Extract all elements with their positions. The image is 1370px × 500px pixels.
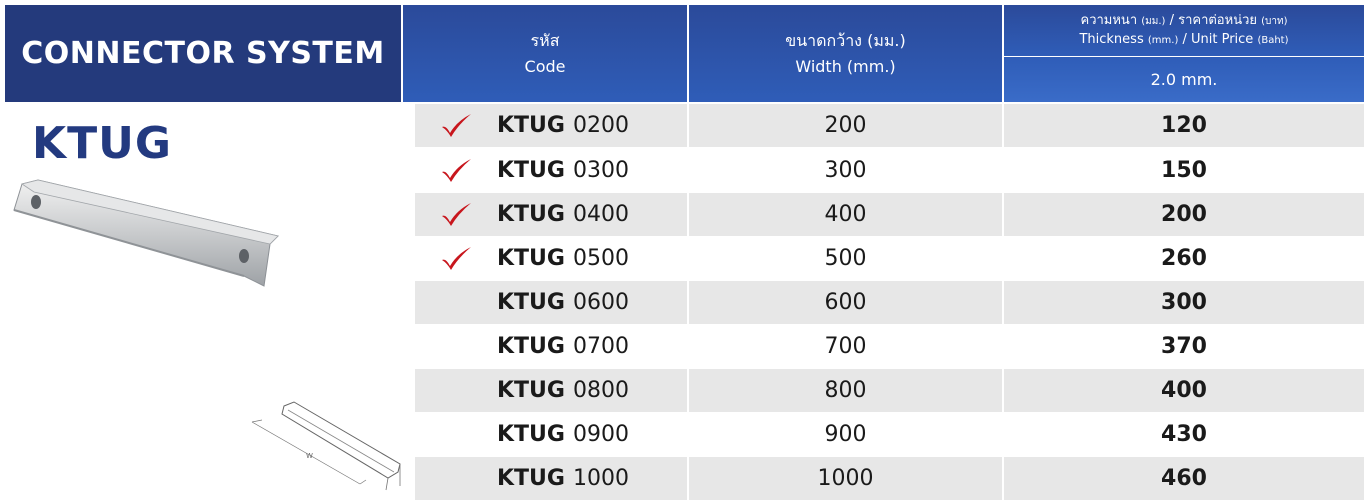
width-value: 200 [824, 113, 867, 138]
table-row [415, 281, 1364, 324]
product-code-prefix: KTUG [497, 422, 565, 447]
product-code-prefix: KTUG [497, 202, 565, 227]
product-code [497, 158, 629, 183]
width-value: 700 [824, 334, 867, 359]
product-code-prefix: KTUG [497, 290, 565, 315]
drawing-width-label: W [306, 452, 313, 460]
width-value: 500 [824, 246, 867, 271]
product-code-number: 0700 [572, 334, 629, 359]
price-value: 430 [1161, 422, 1207, 447]
product-code-prefix: KTUG [497, 378, 565, 403]
product-code [497, 334, 629, 359]
price-value: 300 [1161, 290, 1207, 315]
check-icon [439, 201, 473, 227]
thickness-subheader: 2.0 mm. [1004, 57, 1364, 102]
table-row [415, 369, 1364, 412]
product-code-number: 0800 [572, 378, 629, 403]
table-row [415, 237, 1364, 280]
width-value: 800 [824, 378, 867, 403]
column-header-width [689, 5, 1002, 102]
code-header-th: รหัส [530, 30, 560, 50]
width-value: 600 [824, 290, 867, 315]
product-code [497, 113, 629, 138]
product-code-number: 0300 [572, 158, 629, 183]
product-code-prefix: KTUG [497, 246, 565, 271]
product-code [497, 466, 629, 491]
check-icon [439, 245, 473, 271]
product-photo [8, 178, 283, 290]
product-drawing [248, 398, 408, 494]
product-code-number: 0200 [572, 113, 629, 138]
price-value: 400 [1161, 378, 1207, 403]
width-header-th: ขนาดกว้าง (มม.) [785, 30, 906, 50]
price-value: 460 [1161, 466, 1207, 491]
width-value: 900 [824, 422, 867, 447]
price-value: 120 [1161, 113, 1207, 138]
price-value: 200 [1161, 202, 1207, 227]
product-code-number: 0600 [572, 290, 629, 315]
check-icon [439, 157, 473, 183]
product-code-prefix: KTUG [497, 113, 565, 138]
width-value: 300 [824, 158, 867, 183]
price-value: 150 [1161, 158, 1207, 183]
product-code-number: 1000 [572, 466, 629, 491]
product-code [497, 422, 629, 447]
product-code-number: 0900 [572, 422, 629, 447]
table-row [415, 325, 1364, 368]
product-code-prefix: KTUG [497, 158, 565, 183]
product-code [497, 202, 629, 227]
price-header-en: Thickness (mm.) / Unit Price (Baht) [1079, 31, 1289, 47]
product-title: KTUG [32, 118, 172, 169]
width-value: 1000 [817, 466, 874, 491]
column-header-price [1004, 5, 1364, 56]
product-code [497, 378, 629, 403]
table-row [415, 149, 1364, 192]
price-header-th: ความหนา (มม.) / ราคาต่อหน่วย (บาท) [1080, 12, 1288, 28]
code-header-en: Code [524, 56, 566, 76]
table-row [415, 193, 1364, 236]
product-code-prefix: KTUG [497, 466, 565, 491]
column-header-code [403, 5, 687, 102]
product-code-number: 0400 [572, 202, 629, 227]
section-title-banner [5, 5, 401, 102]
product-code-prefix: KTUG [497, 334, 565, 359]
product-code [497, 290, 629, 315]
width-header-en: Width (mm.) [795, 56, 896, 76]
product-code [497, 246, 629, 271]
check-icon [439, 112, 473, 138]
width-value: 400 [824, 202, 867, 227]
product-code-number: 0500 [572, 246, 629, 271]
price-value: 370 [1161, 334, 1207, 359]
section-title: CONNECTOR SYSTEM [21, 36, 385, 71]
price-value: 260 [1161, 246, 1207, 271]
table-row [415, 104, 1364, 147]
table-row [415, 413, 1364, 456]
